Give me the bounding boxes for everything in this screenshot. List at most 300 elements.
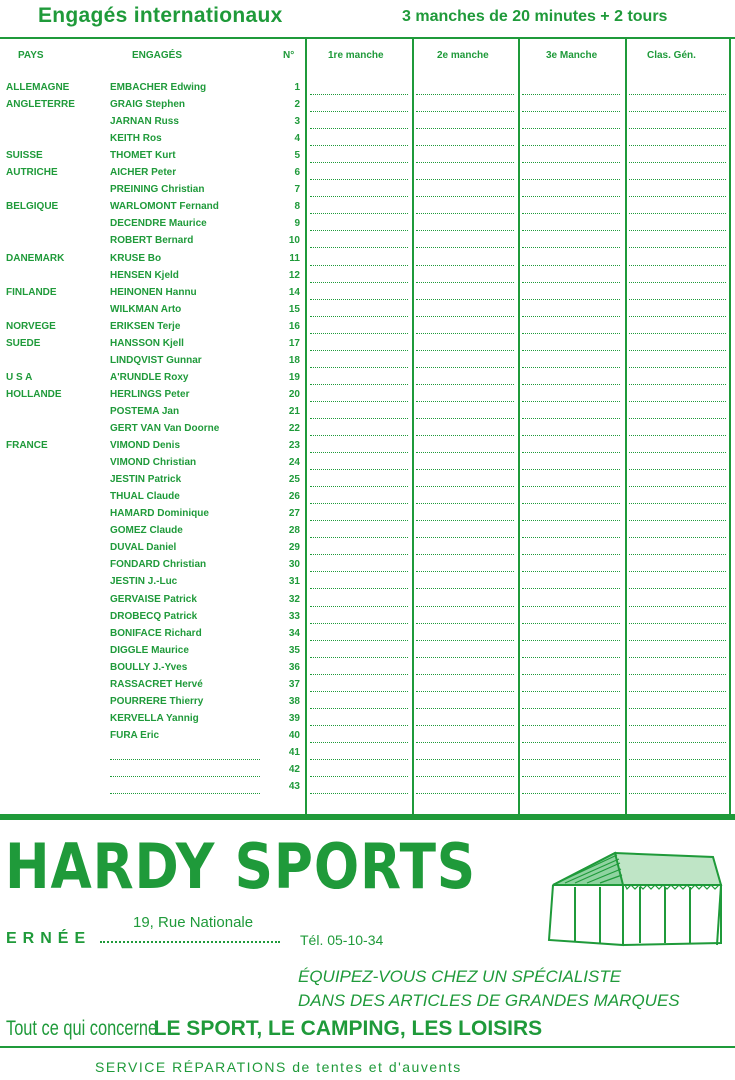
entrant-number: 30: [288, 559, 300, 571]
entrant-number: 17: [288, 337, 300, 349]
result-entry-line: [522, 486, 620, 487]
entrant-name: BOULLY J.-Yves: [110, 661, 188, 673]
entrant-name: ROBERT Bernard: [110, 235, 194, 247]
result-entry-line: [310, 674, 408, 675]
result-entry-line: [629, 640, 726, 641]
result-entry-line: [416, 623, 514, 624]
entrant-number: 39: [288, 712, 300, 724]
entrant-number: 43: [288, 781, 300, 793]
result-entry-line: [416, 452, 514, 453]
result-entry-line: [629, 469, 726, 470]
result-entry-line: [522, 606, 620, 607]
result-entry-line: [522, 418, 620, 419]
result-entry-line: [522, 640, 620, 641]
result-entry-line: [416, 128, 514, 129]
entrant-number: 22: [288, 423, 300, 434]
result-entry-line: [522, 759, 620, 760]
entrant-blank-line: [110, 776, 260, 777]
entrant-number: 26: [288, 491, 300, 503]
result-entry-line: [310, 367, 408, 368]
tagline-brands: DANS DES ARTICLES DE GRANDES MARQUES: [298, 991, 680, 1010]
entrant-number: 34: [288, 627, 300, 639]
entrant-name: DUVAL Daniel: [110, 542, 177, 554]
entrant-blank-line: [110, 759, 260, 760]
result-entry-line: [416, 537, 514, 538]
banner-rule: [0, 1046, 735, 1048]
result-entry-line: [629, 571, 726, 572]
result-entry-line: [310, 316, 408, 317]
result-entry-line: [522, 520, 620, 521]
result-entry-line: [629, 725, 726, 726]
table-row: [0, 508, 735, 525]
entrant-number: 6: [294, 167, 300, 179]
table-row: [0, 730, 735, 747]
result-entry-line: [629, 111, 726, 112]
result-entry-line: [310, 213, 408, 214]
result-entry-line: [310, 435, 408, 436]
result-entry-line: [310, 247, 408, 248]
column-header-classement: Clas. Gén.: [647, 50, 696, 61]
entrant-country: SUISSE: [6, 150, 43, 162]
entrant-name: POSTEMA Jan: [110, 405, 180, 417]
shop-phone: Tél. 05-10-34: [300, 932, 384, 948]
table-row: [0, 321, 735, 338]
entrant-country: U S A: [6, 371, 33, 383]
table-row: [0, 576, 735, 593]
result-entry-line: [629, 145, 726, 146]
entrant-country: FINLANDE: [6, 286, 57, 298]
result-entry-line: [416, 554, 514, 555]
entrant-country: ANGLETERRE: [6, 99, 75, 111]
result-entry-line: [310, 708, 408, 709]
entrant-name: PREINING Christian: [110, 184, 205, 196]
result-entry-line: [522, 503, 620, 504]
result-entry-line: [416, 742, 514, 743]
table-row: [0, 99, 735, 116]
result-entry-line: [629, 128, 726, 129]
table-row: [0, 645, 735, 662]
entrant-number: 12: [288, 269, 300, 281]
result-entry-line: [310, 350, 408, 351]
result-entry-line: [416, 606, 514, 607]
entrant-name: JESTIN Patrick: [110, 474, 182, 486]
entrant-number: 1: [294, 82, 300, 93]
entrant-number: 19: [288, 371, 300, 383]
result-entry-line: [310, 452, 408, 453]
result-entry-line: [629, 520, 726, 521]
table-row: [0, 611, 735, 628]
entrant-number: 7: [294, 184, 300, 196]
result-entry-line: [416, 571, 514, 572]
result-entry-line: [310, 282, 408, 283]
entrant-name: HANSSON Kjell: [110, 337, 184, 349]
result-entry-line: [522, 554, 620, 555]
entrant-number: 4: [294, 133, 300, 145]
result-entry-line: [310, 145, 408, 146]
entrant-blank-line: [110, 793, 260, 794]
result-entry-line: [629, 759, 726, 760]
entrant-name: JESTIN J.-Luc: [110, 576, 178, 588]
table-row: [0, 253, 735, 270]
entrant-name: HERLINGS Peter: [110, 388, 190, 400]
table-row: [0, 594, 735, 611]
result-entry-line: [310, 588, 408, 589]
table-row: [0, 270, 735, 287]
result-entry-line: [629, 94, 726, 95]
table-row: [0, 713, 735, 730]
result-entry-line: [416, 401, 514, 402]
banner-main: LE SPORT, LE CAMPING, LES LOISIRS: [153, 1017, 543, 1040]
entrant-country: ALLEMAGNE: [6, 82, 70, 93]
entrant-number: 8: [294, 201, 300, 213]
result-entry-line: [629, 265, 726, 266]
entrant-name: KEITH Ros: [110, 133, 162, 145]
table-row: [0, 440, 735, 457]
result-entry-line: [310, 111, 408, 112]
result-entry-line: [416, 691, 514, 692]
entrant-name: GRAIG Stephen: [110, 99, 186, 111]
shop-city: ERNÉE: [6, 930, 92, 947]
entrant-number: 33: [288, 610, 300, 622]
result-entry-line: [629, 606, 726, 607]
result-entry-line: [629, 230, 726, 231]
result-entry-line: [310, 657, 408, 658]
result-entry-line: [310, 725, 408, 726]
entrant-number: 9: [294, 218, 300, 230]
entrant-name: EMBACHER Edwing: [110, 82, 207, 93]
entrant-name: DECENDRE Maurice: [110, 218, 207, 230]
result-entry-line: [416, 469, 514, 470]
result-entry-line: [629, 742, 726, 743]
table-row: [0, 389, 735, 406]
entrant-country: FRANCE: [6, 440, 48, 452]
table-row: [0, 338, 735, 355]
result-entry-line: [416, 162, 514, 163]
result-entry-line: [416, 418, 514, 419]
result-entry-line: [416, 230, 514, 231]
result-entry-line: [629, 435, 726, 436]
result-entry-line: [310, 537, 408, 538]
result-entry-line: [416, 486, 514, 487]
entrant-name: HENSEN Kjeld: [110, 269, 179, 281]
table-row: [0, 747, 735, 764]
table-row: [0, 559, 735, 576]
table-row: [0, 696, 735, 713]
entrant-name: THUAL Claude: [110, 491, 180, 503]
column-header-number: N°: [283, 50, 295, 61]
table-row: [0, 679, 735, 696]
column-header-engages: ENGAGÉS: [132, 50, 183, 61]
result-entry-line: [522, 111, 620, 112]
result-entry-line: [310, 640, 408, 641]
table-row: [0, 525, 735, 542]
table-row: [0, 764, 735, 781]
tagline-specialist: ÉQUIPEZ-VOUS CHEZ UN SPÉCIALISTE: [298, 967, 622, 986]
result-entry-line: [416, 179, 514, 180]
result-entry-line: [629, 554, 726, 555]
entrant-number: 14: [288, 286, 300, 298]
entrant-number: 15: [288, 303, 300, 315]
result-entry-line: [629, 657, 726, 658]
entrant-number: 11: [289, 252, 300, 264]
entrant-country: AUTRICHE: [6, 167, 58, 179]
result-entry-line: [310, 759, 408, 760]
result-entry-line: [629, 793, 726, 794]
result-entry-line: [629, 708, 726, 709]
banner-prefix: Tout ce qui concerne: [6, 1017, 158, 1040]
result-entry-line: [522, 435, 620, 436]
result-entry-line: [522, 571, 620, 572]
entrant-name: LINDQVIST Gunnar: [110, 354, 202, 366]
result-entry-line: [522, 179, 620, 180]
activities-banner: [6, 1017, 542, 1041]
result-entry-line: [629, 333, 726, 334]
result-entry-line: [416, 793, 514, 794]
result-entry-line: [416, 367, 514, 368]
table-row: [0, 355, 735, 372]
entrant-name: RASSACRET Hervé: [110, 678, 203, 690]
table-row: [0, 542, 735, 559]
result-entry-line: [416, 674, 514, 675]
entrant-number: 2: [294, 99, 300, 111]
result-entry-line: [310, 179, 408, 180]
result-entry-line: [522, 384, 620, 385]
table-row: [0, 457, 735, 474]
entrant-number: 28: [288, 525, 300, 537]
entrant-number: 3: [294, 116, 300, 128]
entrant-number: 18: [288, 354, 300, 366]
table-row: [0, 201, 735, 218]
entrant-number: 35: [288, 644, 300, 656]
result-entry-line: [522, 145, 620, 146]
table-row: [0, 406, 735, 423]
entrant-name: BONIFACE Richard: [110, 627, 202, 639]
result-entry-line: [416, 299, 514, 300]
entrant-name: POURRERE Thierry: [110, 695, 204, 707]
table-row: [0, 474, 735, 491]
result-entry-line: [310, 333, 408, 334]
page-title: Engagés internationaux: [38, 4, 283, 27]
result-entry-line: [522, 350, 620, 351]
entrant-number: 25: [288, 474, 300, 486]
column-header-manche-1: 1re manche: [328, 50, 384, 61]
result-entry-line: [629, 247, 726, 248]
table-row: [0, 304, 735, 321]
result-entry-line: [416, 282, 514, 283]
city-rule: [100, 941, 280, 943]
result-entry-line: [629, 213, 726, 214]
result-entry-line: [629, 367, 726, 368]
entrant-number: 36: [288, 661, 300, 673]
entrant-name: DIGGLE Maurice: [110, 644, 189, 656]
result-entry-line: [416, 520, 514, 521]
result-entry-line: [416, 94, 514, 95]
entrant-number: 37: [288, 678, 300, 690]
result-entry-line: [522, 623, 620, 624]
result-entry-line: [629, 418, 726, 419]
result-entry-line: [522, 657, 620, 658]
result-entry-line: [522, 94, 620, 95]
result-entry-line: [522, 725, 620, 726]
table-row: [0, 150, 735, 167]
result-entry-line: [522, 674, 620, 675]
result-entry-line: [629, 350, 726, 351]
result-entry-line: [310, 196, 408, 197]
entrant-name: JARNAN Russ: [110, 116, 179, 128]
result-entry-line: [522, 469, 620, 470]
result-entry-line: [310, 623, 408, 624]
result-entry-line: [310, 554, 408, 555]
result-entry-line: [310, 486, 408, 487]
result-entry-line: [522, 316, 620, 317]
table-row: [0, 287, 735, 304]
result-entry-line: [522, 588, 620, 589]
result-entry-line: [629, 179, 726, 180]
result-entry-line: [522, 691, 620, 692]
entrant-name: GOMEZ Claude: [110, 525, 183, 537]
result-entry-line: [416, 350, 514, 351]
entrant-name: ERIKSEN Terje: [110, 320, 181, 332]
entrant-number: 29: [288, 542, 300, 554]
entrant-name: FURA Eric: [110, 729, 160, 741]
result-entry-line: [310, 299, 408, 300]
result-entry-line: [629, 282, 726, 283]
result-entry-line: [522, 282, 620, 283]
result-entry-line: [416, 657, 514, 658]
result-entry-line: [416, 247, 514, 248]
result-entry-line: [310, 128, 408, 129]
result-entry-line: [629, 196, 726, 197]
result-entry-line: [416, 503, 514, 504]
result-entry-line: [310, 503, 408, 504]
entrant-number: 24: [288, 457, 300, 469]
result-entry-line: [416, 145, 514, 146]
entrant-country: HOLLANDE: [6, 388, 62, 400]
column-header-manche-3: 3e Manche: [546, 50, 598, 61]
result-entry-line: [416, 759, 514, 760]
result-entry-line: [522, 793, 620, 794]
entrant-number: 5: [294, 150, 300, 162]
result-entry-line: [310, 776, 408, 777]
column-header-manche-2: 2e manche: [437, 50, 489, 61]
result-entry-line: [416, 776, 514, 777]
entrant-number: 32: [288, 593, 300, 605]
entrant-name: WILKMAN Arto: [110, 303, 182, 315]
result-entry-line: [416, 111, 514, 112]
result-entry-line: [629, 401, 726, 402]
entrant-name: A'RUNDLE Roxy: [110, 371, 189, 383]
result-entry-line: [416, 708, 514, 709]
entrant-name: GERVAISE Patrick: [110, 593, 197, 605]
result-entry-line: [416, 640, 514, 641]
table-row: [0, 662, 735, 679]
entrant-number: 31: [288, 576, 300, 588]
entrant-name: KERVELLA Yannig: [110, 712, 199, 724]
entrant-name: VIMOND Christian: [110, 457, 197, 469]
result-entry-line: [416, 588, 514, 589]
result-entry-line: [416, 435, 514, 436]
table-row: [0, 491, 735, 508]
result-entry-line: [522, 213, 620, 214]
result-entry-line: [522, 265, 620, 266]
result-entry-line: [310, 230, 408, 231]
result-entry-line: [310, 401, 408, 402]
entrant-number: 41: [288, 746, 300, 758]
result-entry-line: [629, 588, 726, 589]
result-entry-line: [416, 265, 514, 266]
result-entry-line: [522, 299, 620, 300]
result-entry-line: [629, 299, 726, 300]
result-entry-line: [310, 469, 408, 470]
result-entry-line: [310, 162, 408, 163]
result-entry-line: [416, 316, 514, 317]
result-entry-line: [310, 793, 408, 794]
table-row: [0, 423, 735, 440]
result-entry-line: [522, 333, 620, 334]
result-entry-line: [522, 162, 620, 163]
result-entry-line: [522, 776, 620, 777]
result-entry-line: [629, 537, 726, 538]
table-row: [0, 372, 735, 389]
entrant-number: 16: [288, 320, 300, 332]
table-row: [0, 628, 735, 645]
entrant-name: HEINONEN Hannu: [110, 286, 197, 298]
result-entry-line: [522, 401, 620, 402]
result-entry-line: [629, 623, 726, 624]
column-header-pays: PAYS: [18, 50, 44, 61]
shop-address: 19, Rue Nationale: [133, 914, 254, 931]
entrant-number: 38: [288, 695, 300, 707]
entrant-country: NORVEGE: [6, 320, 56, 332]
result-entry-line: [522, 247, 620, 248]
tent-icon: [545, 845, 725, 950]
result-entry-line: [522, 537, 620, 538]
entrant-name: THOMET Kurt: [110, 150, 176, 162]
result-entry-line: [629, 452, 726, 453]
entrant-country: DANEMARK: [6, 252, 65, 264]
entrant-number: 21: [288, 405, 300, 417]
table-row: [0, 184, 735, 201]
entrant-name: DROBECQ Patrick: [110, 610, 198, 622]
entrant-number: 27: [288, 508, 300, 520]
result-entry-line: [310, 520, 408, 521]
entrant-name: WARLOMONT Fernand: [110, 201, 219, 213]
table-bottom-rule: [0, 814, 735, 820]
result-entry-line: [522, 128, 620, 129]
entrant-country: BELGIQUE: [6, 201, 59, 213]
result-entry-line: [416, 333, 514, 334]
result-entry-line: [629, 776, 726, 777]
result-entry-line: [310, 384, 408, 385]
table-row: [0, 235, 735, 252]
result-entry-line: [310, 742, 408, 743]
result-entry-line: [416, 213, 514, 214]
result-entry-line: [522, 708, 620, 709]
result-entry-line: [522, 367, 620, 368]
result-entry-line: [522, 452, 620, 453]
table-row: [0, 167, 735, 184]
table-row: [0, 82, 735, 99]
entrant-number: 40: [288, 729, 300, 741]
result-entry-line: [629, 674, 726, 675]
table-row: [0, 116, 735, 133]
entrant-number: 10: [288, 235, 300, 247]
entrant-number: 23: [288, 440, 300, 452]
entrant-number: 20: [288, 388, 300, 400]
result-entry-line: [522, 742, 620, 743]
result-entry-line: [522, 196, 620, 197]
entrant-name: AICHER Peter: [110, 167, 177, 179]
